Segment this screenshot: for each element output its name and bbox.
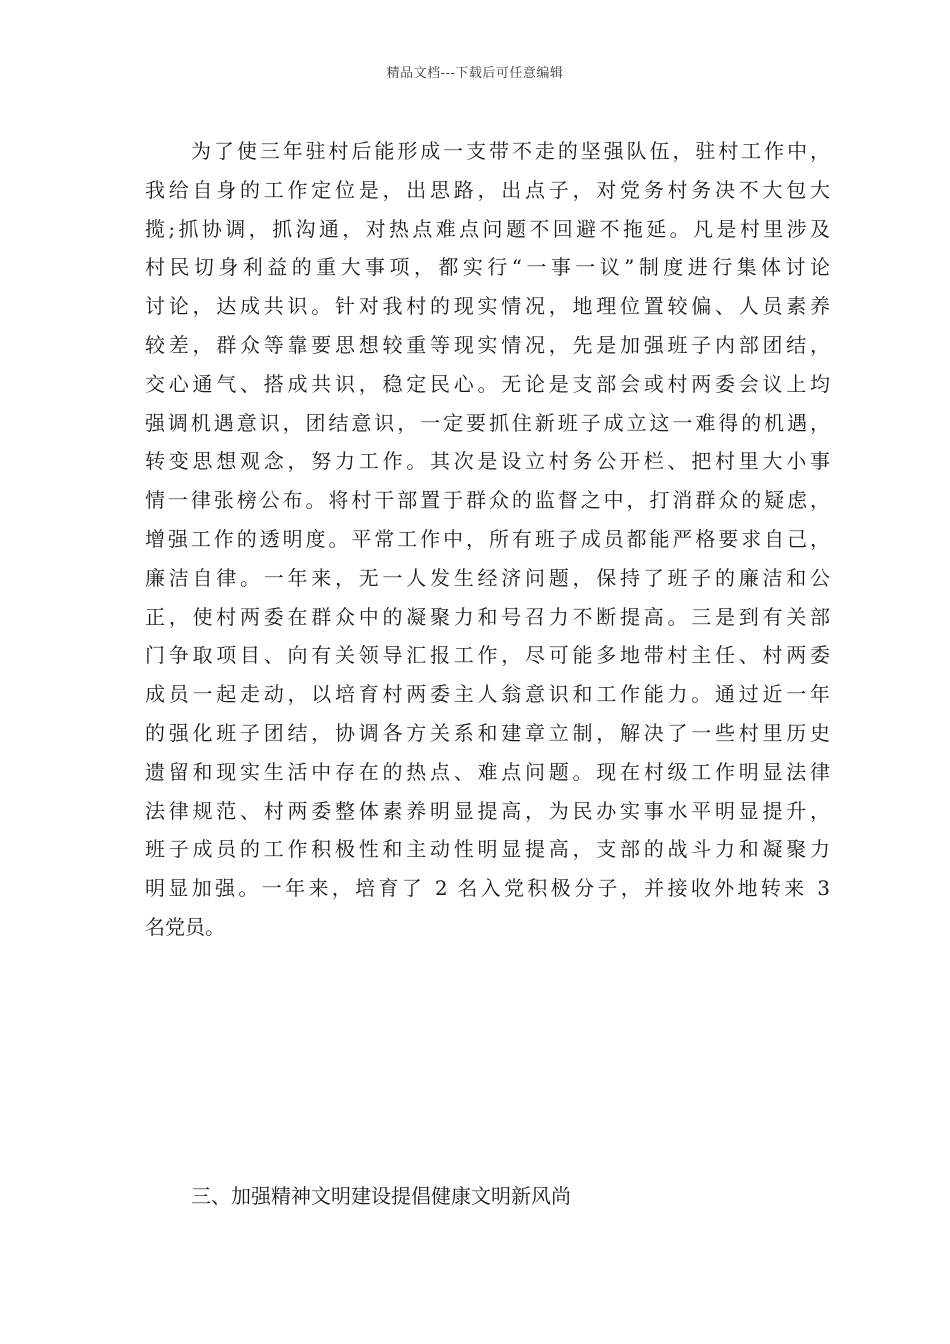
section-heading: 三、加强精神文明建设提倡健康文明新风尚 xyxy=(191,1184,571,1208)
paragraph-line: 明显加强。一年来，培育了 2 名入党积极分子，并接收外地转来 3 xyxy=(145,876,830,901)
paragraph-line: 的强化班子团结，协调各方关系和建章立制，解决了一些村里历史 xyxy=(145,720,830,745)
page-header: 精品文档---下载后可任意编辑 xyxy=(386,66,564,81)
body-paragraph xyxy=(145,132,830,947)
paragraph-line: 名党员。 xyxy=(145,914,225,939)
paragraph-line: 交心通气、搭成共识，稳定民心。无论是支部会或村两委会议上均 xyxy=(145,371,830,396)
paragraph-line: 较差，群众等靠要思想较重等现实情况，先是加强班子内部团结， xyxy=(145,332,830,357)
paragraph-line: 转变思想观念，努力工作。其次是设立村务公开栏、把村里大小事 xyxy=(145,449,830,474)
paragraph-line: 成员一起走动，以培育村两委主人翁意识和工作能力。通过近一年 xyxy=(145,682,830,707)
paragraph-line: 遗留和现实生活中存在的热点、难点问题。现在村级工作明显法律 xyxy=(145,759,830,784)
paragraph-line: 门争取项目、向有关领导汇报工作，尽可能多地带村主任、村两委 xyxy=(145,643,830,668)
paragraph-line: 法律规范、村两委整体素养明显提高，为民办实事水平明显提升， xyxy=(145,798,830,823)
paragraph-line: 村民切身利益的重大事项，都实行“一事一议”制度进行集体讨论 xyxy=(145,255,830,280)
paragraph-line: 我给自身的工作定位是，出思路，出点子，对党务村务决不大包大 xyxy=(145,177,830,202)
paragraph-line: 揽;抓协调，抓沟通，对热点难点问题不回避不拖延。凡是村里涉及 xyxy=(145,216,830,241)
paragraph-line: 廉洁自律。一年来，无一人发生经济问题，保持了班子的廉洁和公 xyxy=(145,565,830,590)
paragraph-line: 为了使三年驻村后能形成一支带不走的坚强队伍，驻村工作中， xyxy=(191,139,830,163)
paragraph-line: 班子成员的工作积极性和主动性明显提高，支部的战斗力和凝聚力 xyxy=(145,837,830,862)
paragraph-line: 强调机遇意识，团结意识，一定要抓住新班子成立这一难得的机遇， xyxy=(145,410,830,435)
paragraph-line: 讨论，达成共识。针对我村的现实情况，地理位置较偏、人员素养 xyxy=(145,294,830,319)
paragraph-line: 增强工作的透明度。平常工作中，所有班子成员都能严格要求自己， xyxy=(145,526,830,551)
paragraph-line: 情一律张榜公布。将村干部置于群众的监督之中，打消群众的疑虑， xyxy=(145,488,830,513)
paragraph-line: 正，使村两委在群众中的凝聚力和号召力不断提高。三是到有关部 xyxy=(145,604,830,629)
